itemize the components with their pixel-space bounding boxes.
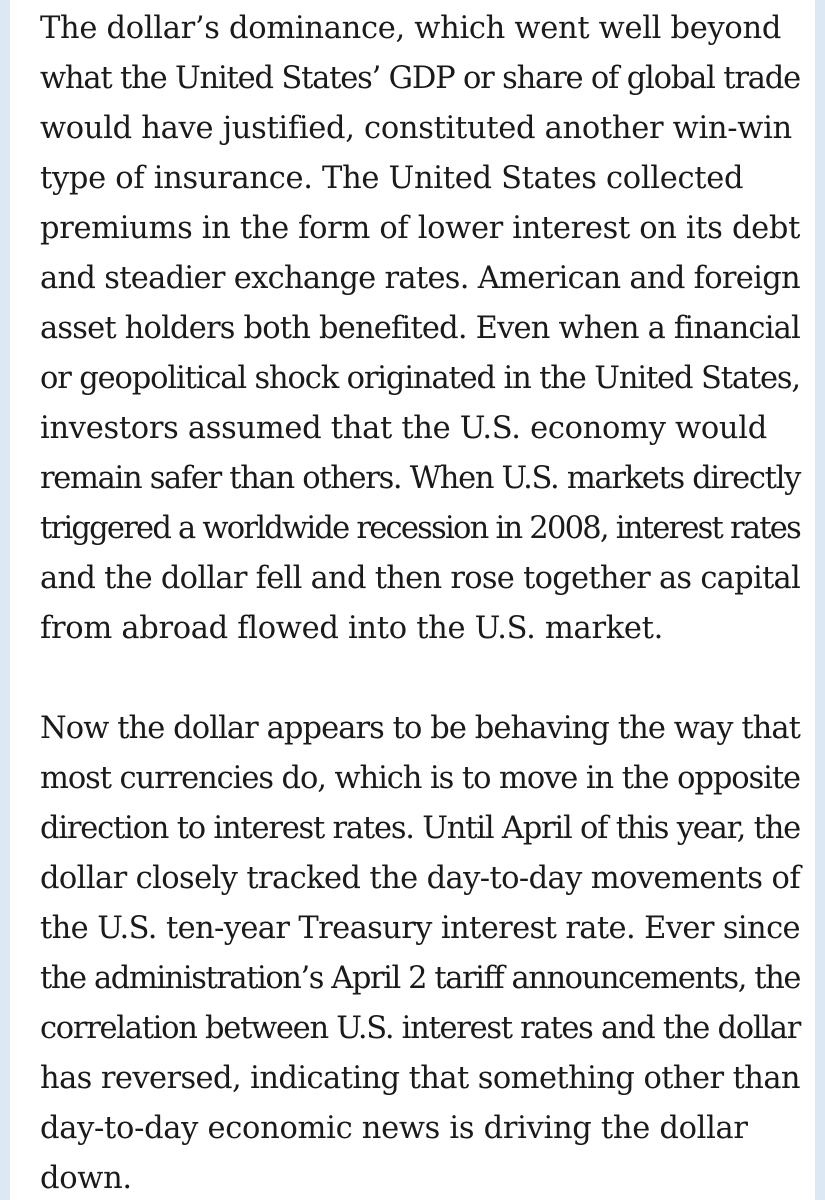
article-body [40,4,800,1204]
text-line: triggered a worldwide recession in 2008, interest rates [40,511,800,546]
text-line: has reversed, indicating that something other than [40,1061,800,1096]
text-line: direction to interest rates. Until April of this year, the [40,811,800,846]
text-line: and the dollar fell and then rose together as capital [40,561,800,596]
text-line: remain safer than others. When U.S. markets directly [40,461,800,496]
text-line: the U.S. ten-year Treasury interest rate. Ever since [40,911,800,946]
text-line: premiums in the form of lower interest on its debt [40,211,800,246]
text-line: investors assumed that the U.S. economy would [40,411,767,446]
text-line: and steadier exchange rates. American and foreign [40,261,800,296]
right-edge-border [815,0,825,1200]
text-line: day-to-day economic news is driving the dollar [40,1111,748,1146]
text-line: would have justified, constituted another win-win [40,111,792,146]
text-line: the administration’s April 2 tariff announcements, the [40,961,800,996]
text-line: Now the dollar appears to be behaving the way that [40,711,800,746]
text-line: what the United States’ GDP or share of global trade [40,61,800,96]
text-line: most currencies do, which is to move in the opposite [40,761,800,796]
paragraph-2 [40,704,800,1204]
text-line: dollar closely tracked the day-to-day movements of [40,861,800,896]
left-edge-border [0,0,10,1200]
text-line: or geopolitical shock originated in the United States, [40,361,800,396]
text-line: from abroad flowed into the U.S. market. [40,611,664,646]
text-line: down. [40,1161,132,1196]
text-line: The dollar’s dominance, which went well beyond [40,11,782,46]
paragraph-1 [40,4,800,654]
text-line: correlation between U.S. interest rates and the dollar [40,1011,800,1046]
text-line: type of insurance. The United States collected [40,161,744,196]
text-line: asset holders both benefited. Even when a financial [40,311,800,346]
